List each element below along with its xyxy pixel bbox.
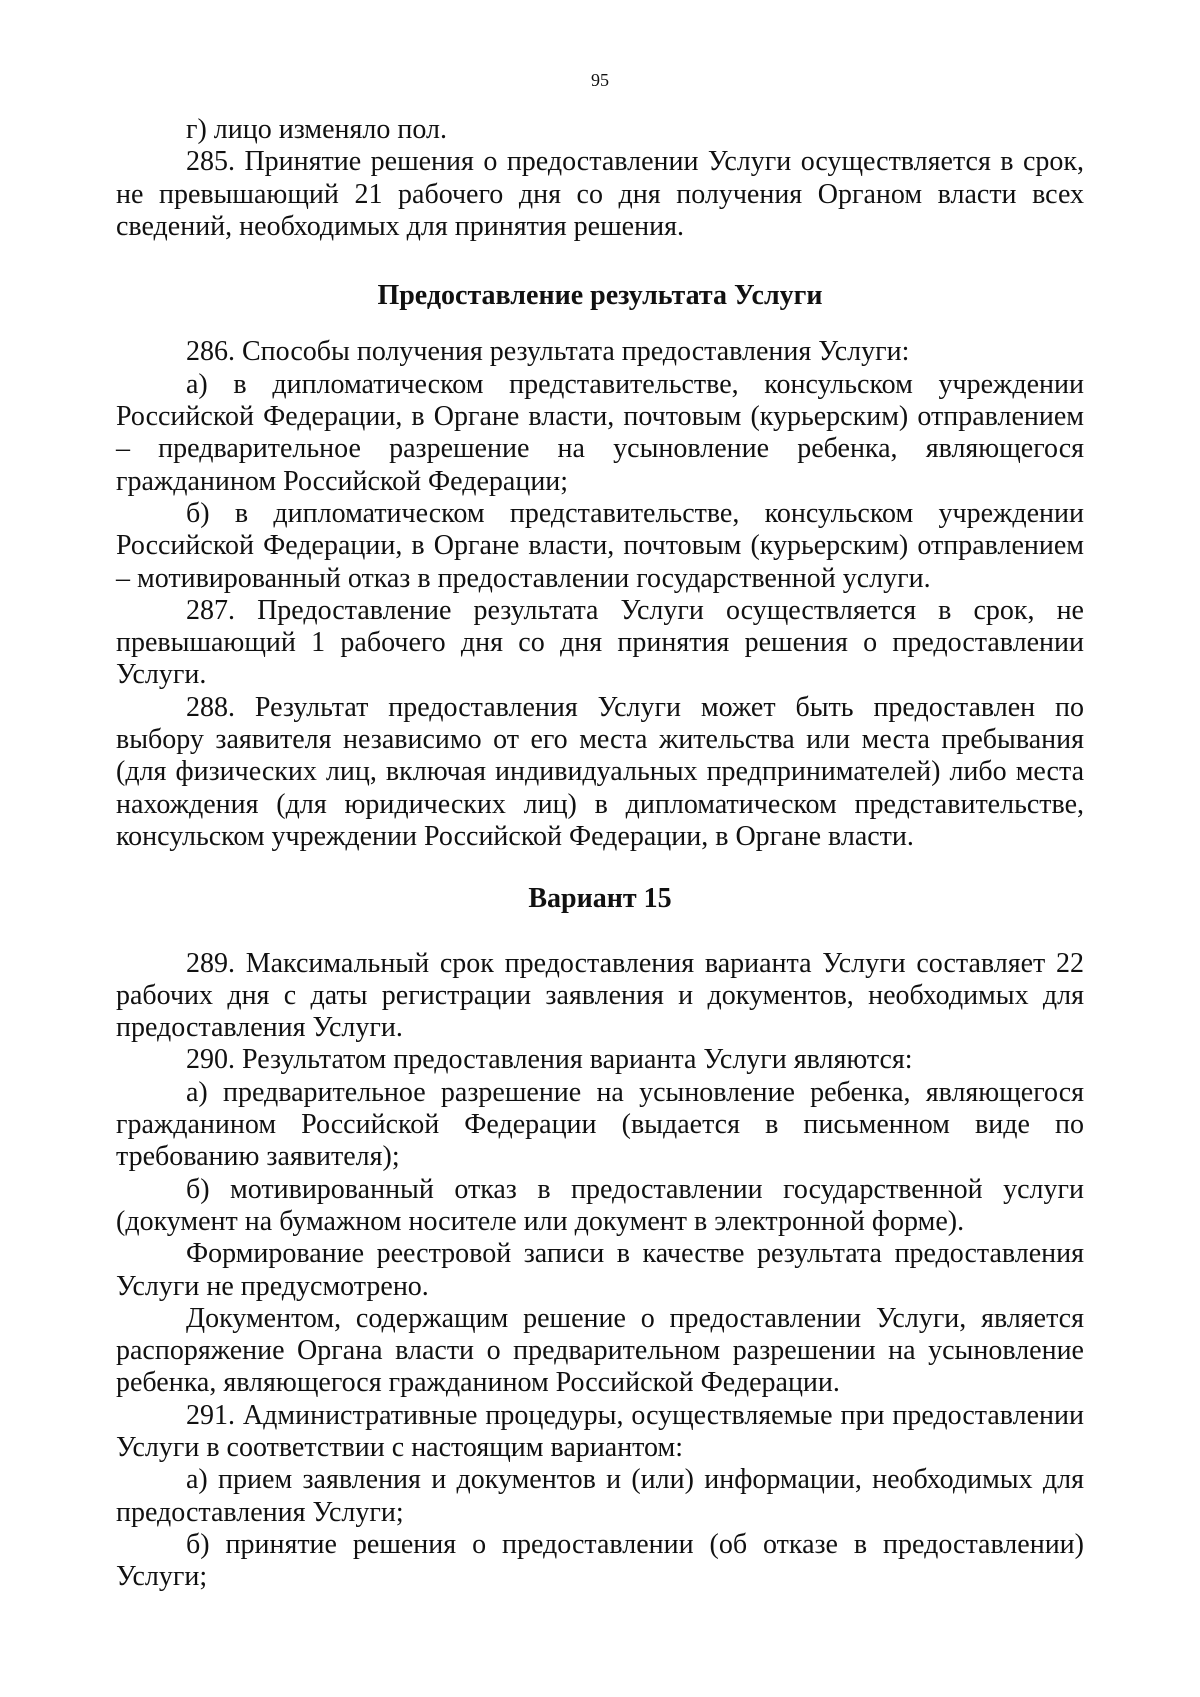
paragraph-decision-document: Документом, содержащим решение о предоставлении Услуги, является распоряжение Органа власти о предварительном разрешении на усыновление ребенка, являющегося гражданином Российской Федерации.	[116, 1302, 1084, 1399]
section-heading-result: Предоставление результата Услуги	[377, 280, 823, 312]
paragraph-285: 285. Принятие решения о предоставлении Услуги осуществляется в срок, не превышающий 21 рабочего дня со дня получения Органом власти всех сведений, необходимых для принятия решения.	[116, 146, 1084, 242]
paragraph-290-a: а) предварительное разрешение на усыновление ребенка, являющегося гражданином Российской Федерации (выдается в письменном виде по требованию заявителя);	[116, 1076, 1084, 1173]
page-number: 95	[591, 70, 609, 90]
paragraph-291: 291. Административные процедуры, осуществляемые при предоставлении Услуги в соответствии с настоящим вариантом:	[116, 1399, 1084, 1463]
paragraph-289: 289. Максимальный срок предоставления варианта Услуги составляет 22 рабочих дня с даты регистрации заявления и документов, необходимых для предоставления Услуги.	[116, 947, 1084, 1044]
paragraph-286-a: а) в дипломатическом представительстве, консульском учреждении Российской Федерации, в Органе власти, почтовым (курьерским) отправлением – предварительное разрешение на усыновление ребенка, являющегося гражданином Российской Федерации;	[116, 368, 1084, 497]
paragraph-registry-note: Формирование реестровой записи в качестве результата предоставления Услуги не предусмотрено.	[116, 1238, 1084, 1302]
document-body	[116, 114, 1084, 1593]
paragraph-290-b: б) мотивированный отказ в предоставлении государственной услуги (документ на бумажном носителе или документ в электронной форме).	[116, 1173, 1084, 1237]
paragraph-291-b: б) принятие решения о предоставлении (об отказе в предоставлении) Услуги;	[116, 1528, 1084, 1593]
paragraph-290: 290. Результатом предоставления варианта Услуги являются:	[186, 1044, 913, 1076]
paragraph-291-a: а) прием заявления и документов и (или) информации, необходимых для предоставления Услуги;	[116, 1464, 1084, 1528]
spacer	[116, 312, 1084, 336]
spacer	[116, 916, 1084, 948]
paragraph-subitem-g: г) лицо изменяло пол.	[186, 114, 447, 145]
spacer	[116, 853, 1084, 883]
spacer	[116, 243, 1084, 280]
paragraph-287: 287. Предоставление результата Услуги осуществляется в срок, не превышающий 1 рабочего дня со дня принятия решения о предоставлении Услуги.	[116, 594, 1084, 691]
paragraph-286: 286. Способы получения результата предоставления Услуги:	[186, 336, 910, 368]
section-heading-variant: Вариант 15	[528, 883, 672, 915]
paragraph-288: 288. Результат предоставления Услуги может быть предоставлен по выбору заявителя независимо от его места жительства или места пребывания (для физических лиц, включая индивидуальных предпринимателей) либо места нахождения (для юридических лиц) в дипломатическом представительстве, консульском учреждении Российской Федерации, в Органе власти.	[116, 691, 1084, 852]
paragraph-286-b: б) в дипломатическом представительстве, консульском учреждении Российской Федерации, в Органе власти, почтовым (курьерским) отправлением – мотивированный отказ в предоставлении государственной услуги.	[116, 497, 1084, 594]
